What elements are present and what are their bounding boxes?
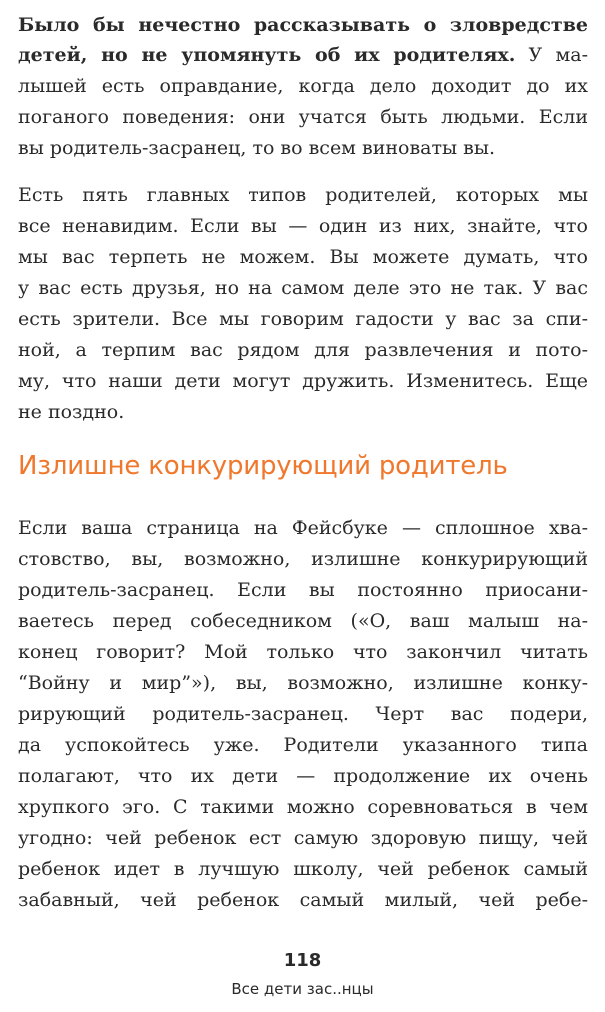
text-line: все ненавидим. Если вы — один из них, знайте, что	[18, 215, 588, 237]
text-line: Если ваша страница на Фейсбуке — сплошное хва-	[18, 517, 588, 539]
text-line: рирующий родитель-засранец. Черт вас подери,	[18, 703, 588, 725]
text-line: стовство, вы, возможно, излишне конкурирующий	[18, 548, 588, 570]
text-line: забавный, чей ребенок самый милый, чей ребе-	[18, 889, 588, 911]
text-line: ной, а терпим вас рядом для развлечения и пото-	[18, 339, 588, 361]
page-number: 118	[283, 950, 322, 971]
text-line: ваетесь перед собеседником («О, ваш малыш на-	[18, 610, 588, 632]
text-line: ребенок идет в лучшую школу, чей ребенок самый	[18, 858, 588, 880]
text-line: Было бы нечестно рассказывать о зловредстве	[18, 14, 588, 36]
text-line: мы вас терпеть не можем. Вы можете думать, что	[18, 246, 588, 268]
text-line: вы родитель-засранец, то во всем виноваты вы.	[18, 137, 496, 159]
text-line: лышей есть оправдание, когда дело доходит до их	[18, 75, 588, 97]
text-line: угодно: чей ребенок ест самую здоровую пищу, чей	[18, 827, 588, 849]
text-line: у вас есть друзья, но на самом деле это не так. У вас	[18, 277, 588, 299]
text-span: У ма-	[515, 44, 588, 66]
text-line: полагают, что их дети — продолжение их очень	[18, 765, 588, 787]
running-footer-title: Все дети зас..нцы	[231, 980, 374, 998]
text-line: поганого поведения: они учатся быть людьми. Если	[18, 106, 588, 128]
text-line: конец говорит? Мой только что закончил читать	[18, 641, 588, 663]
text-line: да успокойтесь уже. Родители указанного типа	[18, 734, 588, 756]
text-line: родитель-засранец. Если вы постоянно приосани-	[18, 579, 588, 601]
text-line: “Войну и мир”»), вы, возможно, излишне конку-	[18, 672, 588, 694]
text-line: хрупкого эго. С такими можно соревноваться в чем	[18, 796, 588, 818]
text-line: Есть пять главных типов родителей, которых мы	[18, 184, 588, 206]
text-line	[18, 40, 588, 70]
text-line: му, что наши дети могут дружить. Изменитесь. Еще	[18, 370, 588, 392]
text-line: не поздно.	[18, 401, 125, 423]
text-line: есть зрители. Все мы говорим гадости у вас за спи-	[18, 308, 588, 330]
emphasis-text: детей, но не упомянуть об их родителях.	[18, 44, 516, 66]
section-heading: Излишне конкурирующий родитель	[18, 451, 508, 481]
